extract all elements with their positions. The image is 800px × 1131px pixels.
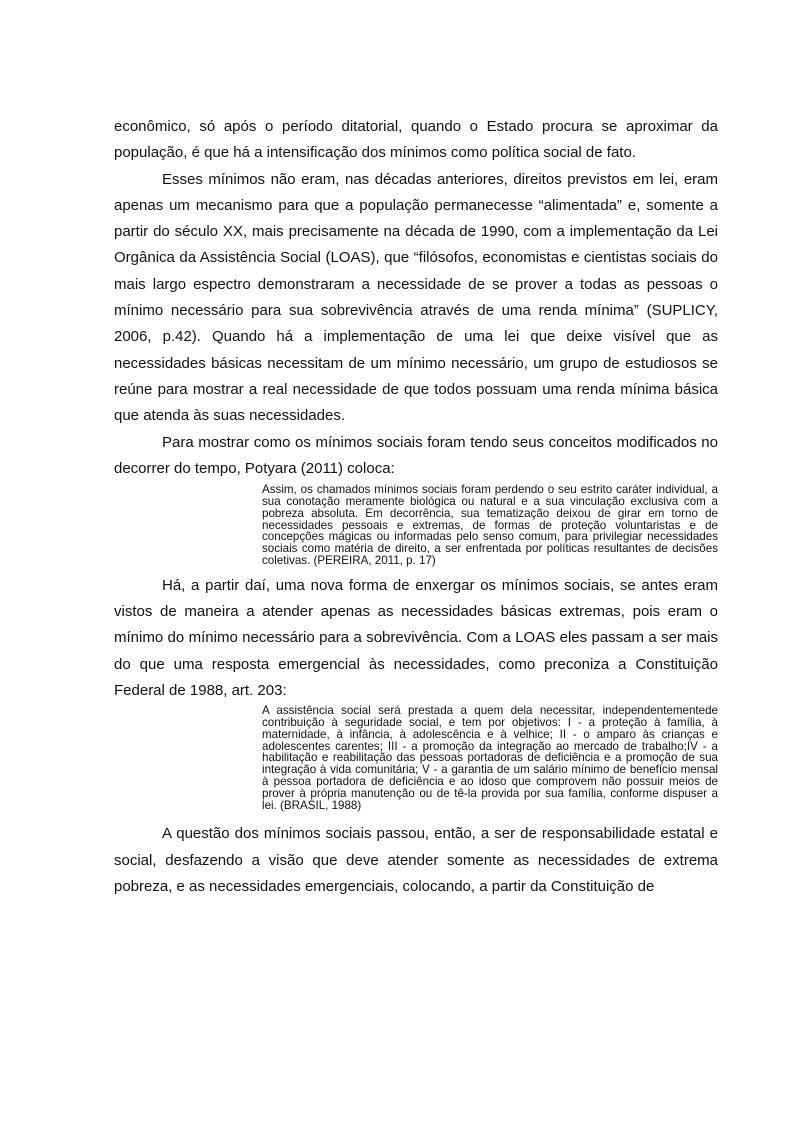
- paragraph-minimos-history: Esses mínimos não eram, nas décadas anteriores, direitos previstos em lei, eram apenas um mecanismo para que a população permanecesse “alimentada” e, somente a partir do século XX, mais precisamente na década de 1990, com a implementação da Lei Orgânica da Assistência Social (LOAS), que “filósofos, economistas e cientistas sociais do mais largo espectro demonstraram a necessidade de se prover a todas as pessoas o mínimo necessário para sua sobrevivência através de uma renda mínima” (SUPLICY, 2006, p.42). Quando há a implementação de uma lei que deixe visível que as necessidades básicas necessitam de um mínimo necessário, um grupo de estudiosos se reúne para mostrar a real necessidade de que todos possuam uma renda mínima básica que atenda às suas necessidades.: [114, 170, 718, 425]
- block-quote-constitution: A assistência social será prestada a quem dela necessitar, independentementede contribuição à seguridade social, e tem por objetivos: I - a proteção à família, à maternidade, à infância, à adolescência e à velhice; II - o amparo às crianças e adolescentes carentes; III - a promoção da integração ao mercado de trabalho;IV - a habilitação e reabilitação das pessoas portadoras de deficiência e a promoção de sua integração à vida comunitária; V - a garantia de um salário mínimo de benefício mensal à pessoa portadora de deficiência e ao idoso que comprovem não possuir meios de prover à própria manutenção ou de tê-la provida por sua família, conforme dispuser a lei. (BRASIL, 1988): [262, 704, 718, 812]
- paragraph-potyara-intro: Para mostrar como os mínimos sociais foram tendo seus conceitos modificados no decorrer do tempo, Potyara (2011) coloca:: [114, 433, 718, 477]
- paragraph-responsibility: A questão dos mínimos sociais passou, então, a ser de responsabilidade estatal e social, desfazendo a visão que deve atender somente as necessidades de extrema pobreza, e as necessidades emergenciais, colocando, a partir da Constituição de: [114, 825, 718, 895]
- document-body: [114, 114, 718, 900]
- block-quote-pereira: Assim, os chamados mínimos sociais foram perdendo o seu estrito caráter individual, a sua conotação meramente biológica ou natural e a sua vinculação exclusiva com a pobreza absoluta. Em decorrência, sua tematização deixou de girar em torno de necessidades pessoais e extremas, de formas de proteção voluntaristas e de concepções mágicas ou informadas pelo senso comum, para privilegiar necessidades sociais como matéria de direito, a ser enfrentada por políticas resultantes de decisões coletivas. (PEREIRA, 2011, p. 17): [262, 483, 718, 567]
- paragraph-continuation: econômico, só após o período ditatorial, quando o Estado procura se aproximar da população, é que há a intensificação dos mínimos como política social de fato.: [114, 118, 718, 162]
- paragraph-loas: Há, a partir daí, uma nova forma de enxergar os mínimos sociais, se antes eram vistos de maneira a atender apenas as necessidades básicas extremas, pois eram o mínimo do mínimo necessário para a sobrevivência. Com a LOAS eles passam a ser mais do que uma resposta emergencial às necessidades, como preconiza a Constituição Federal de 1988, art. 203:: [114, 576, 718, 699]
